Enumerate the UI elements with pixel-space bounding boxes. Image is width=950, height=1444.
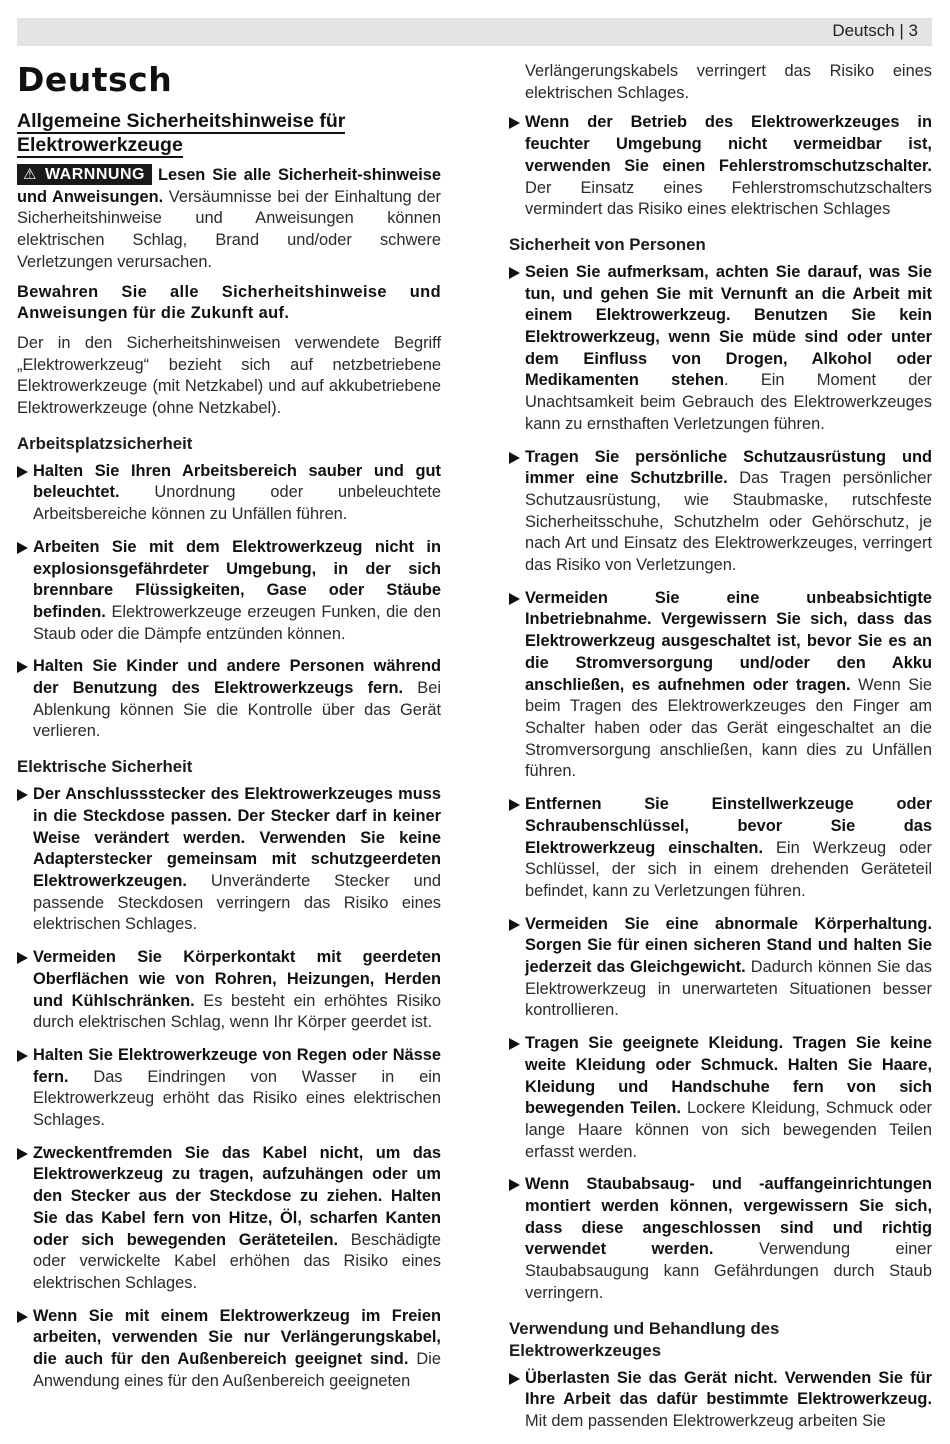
item-text: Verwendung einer Staubabsaugung kann Gefährdungen durch Staub verringern.: [525, 1240, 932, 1302]
warning-triangle-icon: ⚠: [23, 166, 37, 183]
bullet-arrow-icon: [509, 267, 520, 279]
list-item: [17, 947, 441, 1034]
item-text: Dadurch können Sie das Elektrowerkzeug in unerwarteten Situationen besser kontrollieren.: [525, 958, 933, 1020]
item-text: Ein Werkzeug oder Schlüssel, der sich in einem drehenden Geräteteil befindet, kann zu Verletzungen führen.: [525, 838, 932, 900]
item-text: Es besteht ein erhöhtes Risiko durch elektrischen Schlag, wenn Ihr Körper geerdet ist.: [33, 991, 441, 1032]
page-header-bar: [17, 18, 932, 46]
section-title: [17, 109, 441, 157]
section-title-line1: Allgemeine Sicherheitshinweise für: [17, 110, 346, 132]
bullet-arrow-icon: [17, 1050, 28, 1062]
list-item: [509, 447, 932, 577]
keep-instructions: Bewahren Sie alle Sicherheitshinweise und Anweisungen für die Zukunft auf.: [17, 282, 441, 323]
persons-heading: Sicherheit von Personen: [509, 234, 706, 254]
item-bold: Zweckentfremden Sie das Kabel nicht, um das Elektrowerkzeug zu tragen, aufzuhängen oder um den Stecker aus der Steckdose zu ziehen. Halten Sie das Kabel fern von Hitze, Öl, scharfen Kanten oder sich bewegenden Geräteteilen.: [33, 1143, 441, 1249]
bullet-arrow-icon: [509, 593, 520, 605]
item-bold: Wenn der Betrieb des Elektrowerkzeuges in feuchter Umgebung nicht vermeidbar ist, verwenden Sie einen Fehlerstromschutzschalter.: [525, 113, 932, 175]
bullet-arrow-icon: [509, 1038, 520, 1050]
list-item: [509, 262, 932, 436]
warning-bold: Lesen Sie alle Sicherheit-shinweise und Anweisungen.: [17, 166, 441, 206]
item-bold: Wenn Sie mit einem Elektrowerkzeug im Freien arbeiten, verwenden Sie nur Verlängerungskabel, die auch für den Außenbereich geeignet sind.: [33, 1306, 441, 1369]
bullet-arrow-icon: [17, 466, 28, 478]
item-text: . Ein Moment der Unachtsamkeit beim Gebrauch des Elektrowerkzeuges kann zu ernsthaften Verletzungen führen.: [525, 371, 932, 433]
page-title: Deutsch: [17, 60, 173, 99]
list-item: [17, 1045, 441, 1132]
bullet-arrow-icon: [17, 952, 28, 964]
item-text: Das Tragen persönlicher Schutzausrüstung, wie Staubmaske, rutschfeste Sicherheitsschuhe, Schutzhelm oder Gehörschutz, je nach Art und Einsatz des Elektrowerkzeuges, verringert das Risiko von Verletzungen.: [525, 469, 932, 575]
list-item: [509, 1174, 932, 1304]
list-item: [17, 1143, 441, 1295]
warning-badge-label: WARNNUNG: [44, 166, 145, 183]
item-bold: Seien Sie aufmerksam, achten Sie darauf, was Sie tun, und gehen Sie mit Vernunft an die Arbeit mit einem Elektrowerkzeug. Benutzen Sie kein Elektrowerkzeug, wenn Sie müde sind oder unter dem Einfluss von Drogen, Alkohol oder Medikamenten stehen: [525, 262, 932, 390]
item-text: Unveränderte Stecker und passende Steckdosen verringern das Risiko eines elektrischen Schlages.: [33, 871, 441, 934]
bullet-arrow-icon: [17, 789, 28, 801]
item-bold: Halten Sie Elektrowerkzeuge von Regen oder Nässe fern.: [33, 1045, 441, 1086]
item-bold: Vermeiden Sie eine abnormale Körperhaltung. Sorgen Sie für einen sicheren Stand und halten Sie jederzeit das Gleichgewicht.: [525, 914, 932, 977]
page-header-text: Deutsch | 3: [832, 21, 918, 40]
bullet-arrow-icon: [509, 117, 520, 129]
list-item: [17, 537, 441, 646]
bullet-arrow-icon: [509, 919, 520, 931]
right-column: [509, 61, 932, 1444]
continuation-text: Verlängerungskabels verringert das Risiko eines elektrischen Schlages.: [525, 62, 932, 102]
item-bold: Tragen Sie persönliche Schutzausrüstung und immer eine Schutzbrille.: [525, 447, 932, 488]
item-text: Das Eindringen von Wasser in ein Elektrowerkzeug erhöht das Risiko eines elektrischen Schlages.: [33, 1067, 441, 1130]
item-bold: Überlasten Sie das Gerät nicht. Verwenden Sie für Ihre Arbeit das dafür bestimmte Elektrowerkzeug.: [525, 1368, 932, 1409]
bullet-arrow-icon: [17, 1311, 28, 1323]
bullet-arrow-icon: [509, 799, 520, 811]
item-bold: Vermeiden Sie eine unbeabsichtigte Inbetriebnahme. Vergewissern Sie sich, dass das Elektrowerkzeug ausgeschaltet ist, bevor Sie es an die Stromversorgung und/oder den Akku anschließen, es aufnehmen oder tragen.: [525, 588, 932, 694]
item-text: Bei Ablenkung können Sie die Kontrolle über das Gerät verlieren.: [33, 679, 441, 741]
item-bold: Halten Sie Ihren Arbeitsbereich sauber und gut beleuchtet.: [33, 461, 441, 502]
list-item: [17, 1306, 441, 1393]
item-bold: Arbeiten Sie mit dem Elektrowerkzeug nicht in explosionsgefährdeter Umgebung, in der sich brennbare Flüssigkeiten, Gase oder Stäube befinden.: [33, 537, 441, 621]
workplace-heading: Arbeitsplatzsicherheit: [17, 433, 193, 453]
item-text: Beschädigte oder verwickelte Kabel erhöhen das Risiko eines elektrischen Schlages.: [33, 1230, 441, 1292]
item-text: Die Anwendung eines für den Außenbereich geeigneten: [33, 1350, 441, 1390]
item-text: Lockere Kleidung, Schmuck oder lange Haare können von sich bewegenden Teilen erfasst werden.: [525, 1099, 932, 1161]
item-text: Elektrowerkzeuge erzeugen Funken, die den Staub oder die Dämpfe entzünden können.: [33, 602, 441, 643]
item-text: Wenn Sie beim Tragen des Elektrowerkzeuges den Finger am Schalter haben oder das Gerät eingeschaltet an die Stromversorgung anschließen, kann dies zu Unfällen führen.: [525, 675, 932, 781]
item-bold: Vermeiden Sie Körperkontakt mit geerdeten Oberflächen wie von Rohren, Heizungen, Herden und Kühlschränken.: [33, 948, 441, 1010]
definition-paragraph: Der in den Sicherheitshinweisen verwendete Begriff „Elektrowerkzeug“ bezieht sich auf netzbetriebene Elektrowerkzeuge (mit Netzkabel) und auf akkubetriebene Elektrowerkzeuge (ohne Netzkabel).: [17, 333, 441, 418]
usage-heading: Verwendung und Behandlung des Elektrowerkzeuges: [509, 1318, 780, 1360]
list-item: [509, 588, 932, 783]
warning-text: Versäumnisse bei der Einhaltung der Sicherheitshinweise und Anweisungen können elektrischen Schlag, Brand und/oder schwere Verletzungen verursachen.: [17, 187, 441, 271]
left-column: [17, 60, 441, 1403]
list-item: [509, 112, 932, 221]
item-bold: Tragen Sie geeignete Kleidung. Tragen Sie keine weite Kleidung oder Schmuck. Halten Sie Haare, Kleidung und Handschuhe fern von sich bewegenden Teilen.: [525, 1034, 932, 1118]
item-bold: Der Anschlussstecker des Elektrowerkzeuges muss in die Steckdose passen. Der Stecker darf in keiner Weise verändert werden. Verwenden Sie keine Adapterstecker gemeinsam mit schutzgeerdeten Elektrowerkzeugen.: [33, 785, 441, 890]
bullet-arrow-icon: [17, 1148, 28, 1160]
list-item: [17, 784, 441, 936]
list-item: [509, 794, 932, 903]
section-title-line2: Elektrowerkzeuge: [17, 134, 183, 156]
list-item: [17, 461, 441, 526]
item-text: Der Einsatz eines Fehlerstromschutzschalters vermindert das Risiko eines elektrischen Schlages: [525, 178, 932, 219]
list-item: [509, 1368, 932, 1433]
bullet-arrow-icon: [509, 452, 520, 464]
list-item: [509, 914, 932, 1023]
item-text: Mit dem passenden Elektrowerkzeug arbeiten Sie: [525, 1411, 886, 1430]
item-bold: Entfernen Sie Einstellwerkzeuge oder Schraubenschlüssel, bevor Sie das Elektrowerkzeug einschalten.: [525, 795, 932, 857]
warning-paragraph: [17, 164, 441, 274]
bullet-arrow-icon: [509, 1179, 520, 1191]
bullet-arrow-icon: [17, 542, 28, 554]
bullet-arrow-icon: [509, 1373, 520, 1385]
list-item: [509, 1033, 932, 1163]
electrical-heading: Elektrische Sicherheit: [17, 757, 193, 777]
warning-badge: [17, 164, 152, 185]
item-bold: Halten Sie Kinder und andere Personen während der Benutzung des Elektrowerkzeugs fern.: [33, 657, 441, 698]
item-text: Unordnung oder unbeleuchtete Arbeitsbereiche können zu Unfällen führen.: [33, 483, 441, 524]
bullet-arrow-icon: [17, 661, 28, 673]
item-bold: Wenn Staubabsaug- und -auffangeinrichtungen montiert werden können, vergewissern Sie sich, dass diese angeschlossen sind und richtig verwendet werden.: [525, 1175, 932, 1259]
list-item: [17, 656, 441, 743]
